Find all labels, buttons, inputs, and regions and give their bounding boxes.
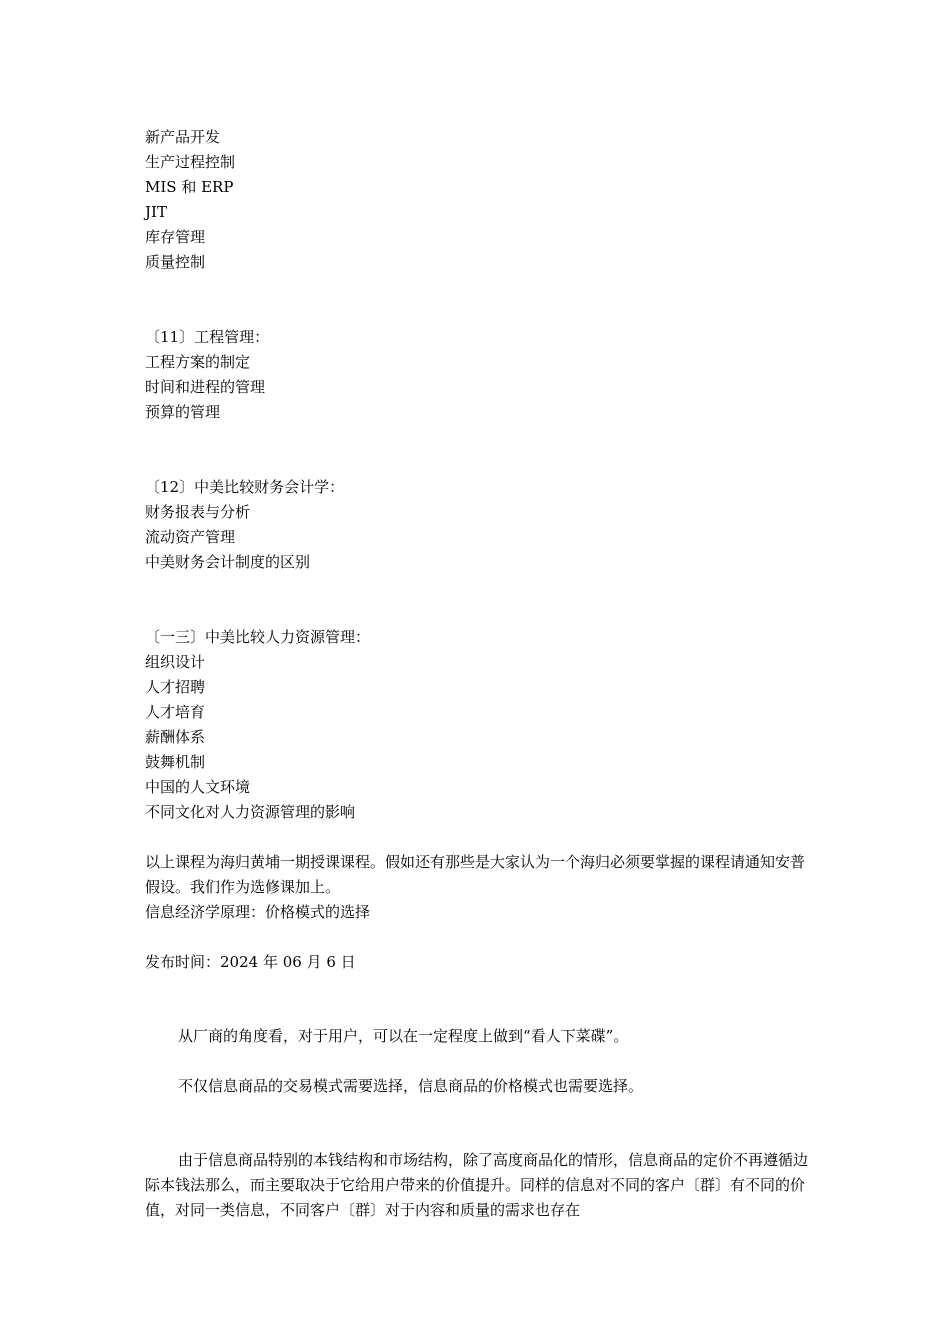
article-title: 信息经济学原理：价格模式的选择 [145, 903, 371, 921]
section-engineering-management [145, 325, 810, 425]
list-item: 人才招聘 [145, 678, 206, 696]
list-item: 预算的管理 [145, 403, 221, 421]
list-item: 薪酬体系 [145, 728, 206, 746]
list-item: 新产品开发 [145, 128, 221, 146]
list-item: 财务报表与分析 [145, 503, 251, 521]
section-human-resources [145, 625, 810, 825]
document-body [145, 125, 810, 1223]
list-item: 库存管理 [145, 228, 206, 246]
list-product-management [145, 125, 810, 275]
list-item: 中美财务会计制度的区别 [145, 553, 311, 571]
section-heading: 〔一三〕中美比较人力资源管理： [145, 628, 371, 646]
paragraph: 不仅信息商品的交易模式需要选择，信息商品的价格模式也需要选择。 [178, 1077, 644, 1095]
list-item: 时间和进程的管理 [145, 378, 266, 396]
publish-time: 发布时间：2024 年 06 月 6 日 [145, 953, 356, 971]
section-heading: 〔12〕中美比较财务会计学： [145, 478, 345, 496]
list-item: 中国的人文环境 [145, 778, 251, 796]
paragraph: 从厂商的角度看，对于用户，可以在一定程度上做到“看人下菜碟”。 [178, 1027, 629, 1045]
section-heading: 〔11〕工程管理： [145, 328, 270, 346]
list-item: 人才培育 [145, 703, 206, 721]
paragraph: 由于信息商品特别的本钱结构和市场结构，除了高度商品化的情形，信息商品的定价不再遵循边际本钱法那么，而主要取决于它给用户带来的价值提升。同样的信息对不同的客户〔群〕有不同的价值，对同一类信息，不同客户〔群〕对于内容和质量的需求也存在 [145, 1151, 809, 1219]
list-item: 工程方案的制定 [145, 353, 251, 371]
section-financial-accounting [145, 475, 810, 575]
course-note: 以上课程为海归黄埔一期授课课程。假如还有那些是大家认为一个海归必须要掌握的课程请通知安普假设。我们作为选修课加上。 [145, 853, 806, 896]
list-item: 组织设计 [145, 653, 206, 671]
list-item: 质量控制 [145, 253, 206, 271]
list-item: 生产过程控制 [145, 153, 236, 171]
list-item: 不同文化对人力资源管理的影响 [145, 803, 356, 821]
list-item: JIT [145, 203, 167, 221]
list-item: MIS 和 ERP [145, 178, 234, 196]
list-item: 流动资产管理 [145, 528, 236, 546]
list-item: 鼓舞机制 [145, 753, 206, 771]
